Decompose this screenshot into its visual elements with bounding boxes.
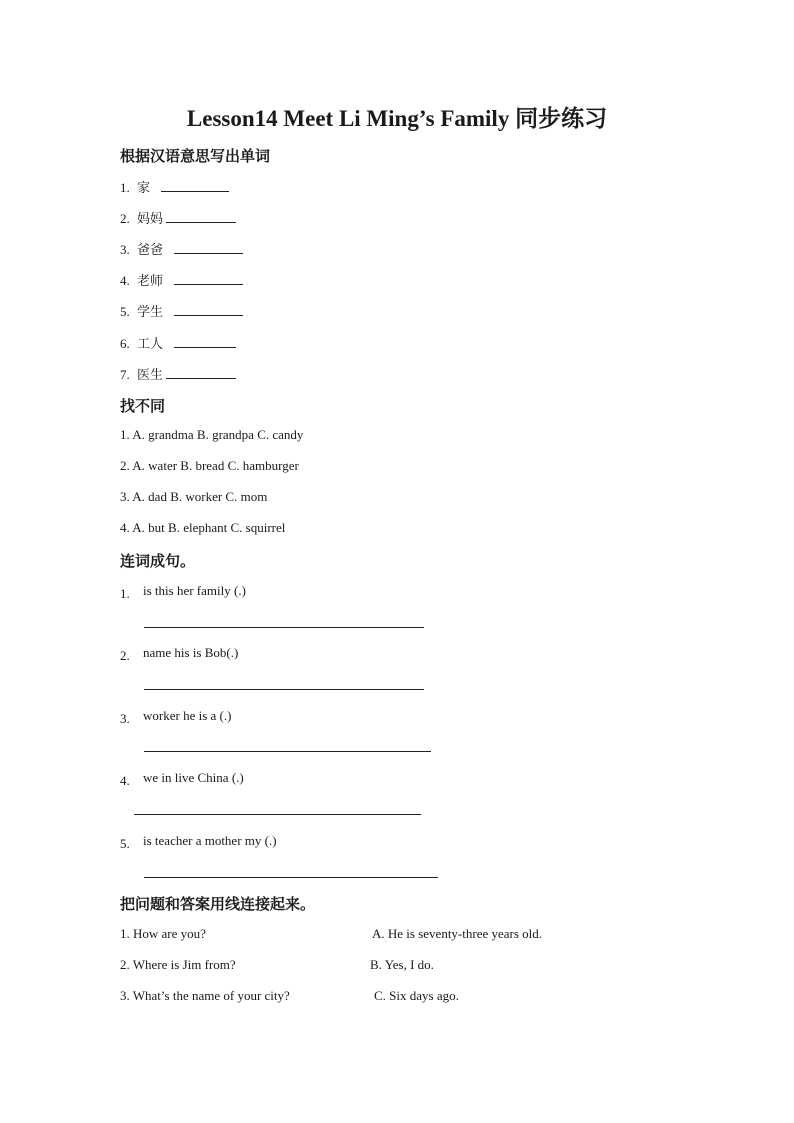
item-number: 2. (120, 648, 130, 663)
item-number: 5. (120, 836, 130, 851)
answer-line[interactable] (144, 689, 424, 690)
question-item[interactable]: 3. What’s the name of your city? (120, 988, 290, 1003)
item-chinese: 老师 (137, 273, 164, 288)
item-chinese: 妈妈 (137, 211, 164, 226)
scrambled-words: is this her family (.) (143, 583, 246, 598)
scrambled-words: we in live China (.) (143, 770, 244, 785)
section-heading-odd-one-out: 找不同 (120, 397, 166, 415)
section-heading-word-order: 连词成句。 (120, 552, 196, 570)
answer-line[interactable] (144, 627, 424, 628)
scrambled-words: name his is Bob(.) (143, 645, 239, 660)
answer-item[interactable]: B. Yes, I do. (370, 957, 434, 972)
item-number: 1. (120, 586, 130, 601)
list-item (120, 301, 243, 320)
list-item: 1. A. grandma B. grandpa C. candy (120, 427, 304, 442)
item-number: 6. (120, 336, 130, 351)
item-number: 7. (120, 367, 130, 382)
answer-blank[interactable] (174, 241, 243, 254)
page-title: Lesson14 Meet Li Ming’s Family 同步练习 (186, 106, 608, 131)
section-heading-matching: 把问题和答案用线连接起来。 (120, 895, 316, 913)
list-item (120, 364, 236, 383)
list-item (120, 208, 236, 227)
section-heading-translate: 根据汉语意思写出单词 (120, 147, 271, 165)
list-item (120, 177, 229, 196)
answer-blank[interactable] (166, 210, 236, 223)
answer-blank[interactable] (174, 303, 243, 316)
answer-item[interactable]: A. He is seventy-three years old. (372, 926, 543, 941)
answer-line[interactable] (144, 877, 438, 878)
list-item: 3. A. dad B. worker C. mom (120, 489, 268, 504)
item-number: 2. (120, 211, 130, 226)
answer-line[interactable] (134, 814, 421, 815)
scrambled-words: is teacher a mother my (.) (143, 833, 277, 848)
item-chinese: 爸爸 (137, 242, 164, 257)
answer-blank[interactable] (161, 179, 229, 192)
scrambled-words: worker he is a (.) (143, 708, 232, 723)
item-number: 4. (120, 273, 130, 288)
item-chinese: 工人 (137, 336, 164, 351)
answer-blank[interactable] (174, 335, 236, 348)
list-item (120, 270, 243, 289)
question-item[interactable]: 2. Where is Jim from? (120, 957, 236, 972)
item-number: 5. (120, 304, 130, 319)
item-number: 3. (120, 711, 130, 726)
item-number: 4. (120, 773, 130, 788)
answer-blank[interactable] (166, 366, 236, 379)
answer-blank[interactable] (174, 272, 243, 285)
item-number: 3. (120, 242, 130, 257)
list-item: 2. A. water B. bread C. hamburger (120, 458, 299, 473)
list-item (120, 239, 243, 258)
answer-line[interactable] (144, 751, 431, 752)
item-chinese: 学生 (137, 304, 164, 319)
item-chinese: 家 (137, 180, 151, 195)
item-number: 1. (120, 180, 130, 195)
list-item: 4. A. but B. elephant C. squirrel (120, 520, 286, 535)
item-chinese: 医生 (137, 367, 164, 382)
question-item[interactable]: 1. How are you? (120, 926, 206, 941)
list-item (120, 333, 236, 352)
answer-item[interactable]: C. Six days ago. (374, 988, 459, 1003)
